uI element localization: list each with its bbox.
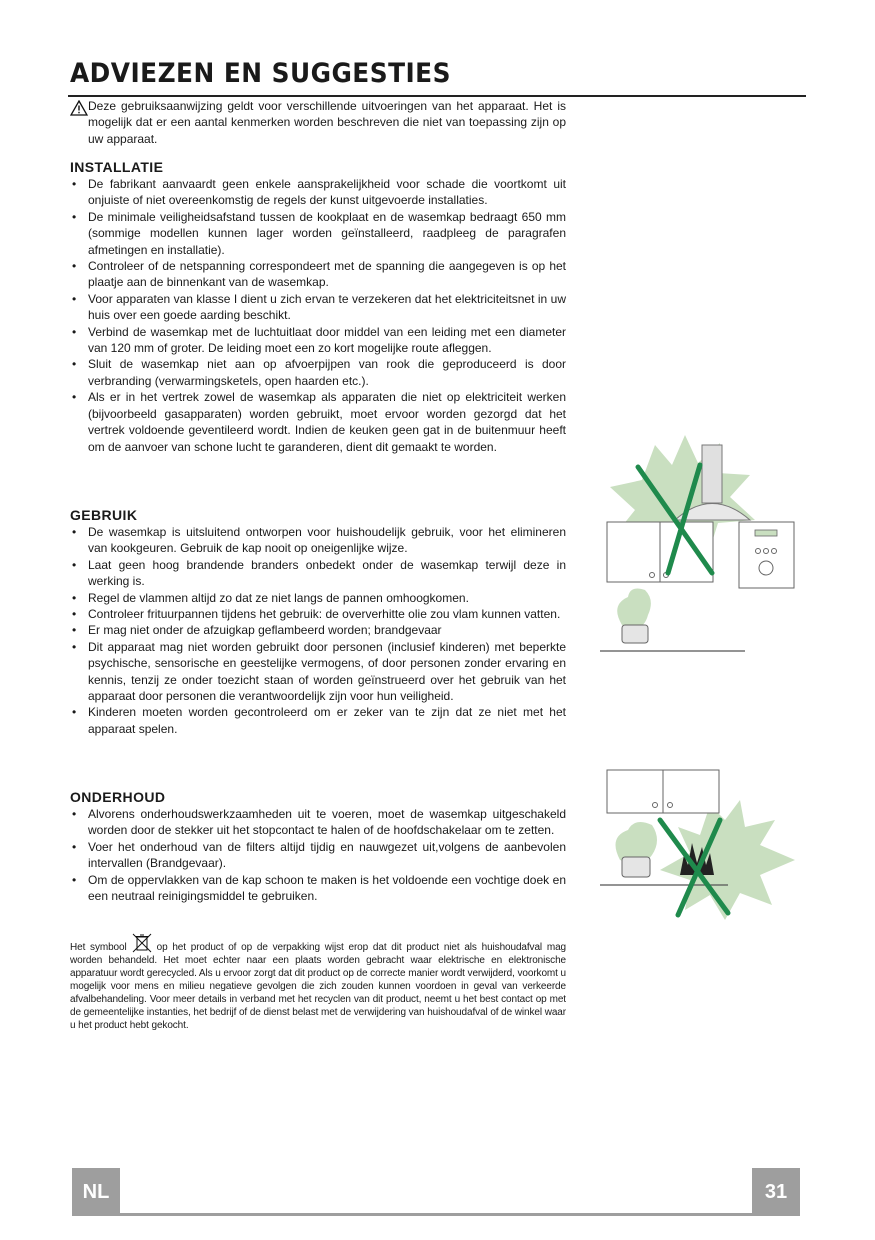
list-item: • Dit apparaat mag niet worden gebruikt door personen (inclusief kinderen) met beperkte psychische, sensorische en geestelijke vermogens, of door personen zonder ervaring en kennis, tenzij ze onder toezicht staan of worden geïnstrueerd over het gebruik van het apparaat door personen die verantwoordelijk zijn voor hun veiligheid. — [70, 639, 566, 705]
list-item: • Controleer frituurpannen tijdens het gebruik: de oververhitte olie zou vlam kunnen vatten. — [70, 606, 566, 622]
pot — [622, 625, 648, 643]
weee-text-after: op het product of op de verpakking wijst erop dat dit product niet als huishoudafval mag worden behandeld. Het moet echter naar een plaats worden gebracht waar elektrische en elektronische apparatuur wordt gerecycled. Als u ervoor zorgt dat dit product op de correcte manier wordt verwijderd, voorkomt u mogelijk voor mens en milieu negatieve gevolgen die zich zouden kunnen voordoen in geval van verkeerde afvalbehandeling. Voor meer details in verband met het recyclen van dit product, neemt u het best contact op met de gemeentelijke instanties, het bedrijf of de dienst belast met de verwijdering van huishoudafval of de winkel waar u het product hebt gekocht. — [70, 942, 566, 1031]
oven-unit-illustration — [738, 518, 798, 590]
heading-installatie: INSTALLATIE — [70, 159, 164, 175]
pot — [622, 857, 650, 877]
list-item: • De fabrikant aanvaardt geen enkele aansprakelijkheid voor schade die voortkomt uit onjuiste of niet overeenkomstig de regels der kunst uitgevoerde installaties. — [70, 176, 566, 209]
section-installatie — [70, 159, 566, 455]
page-number: 31 — [752, 1168, 800, 1216]
weee-text — [70, 932, 566, 1032]
splash-shape — [660, 800, 795, 920]
weee-text-before: Het symbool — [70, 942, 127, 953]
list-item: • De minimale veiligheidsafstand tussen de kookplaat en de wasemkap bedraagt 650 mm (sommige modellen kunnen lager worden geïnstalleerd, raadpleeg de paragrafen afmetingen en installatie). — [70, 209, 566, 258]
section-gebruik — [70, 507, 566, 737]
heading-gebruik: GEBRUIK — [70, 507, 138, 523]
list-item: • Laat geen hoog brandende branders onbedekt onder de wasemkap terwijl deze in werking is. — [70, 557, 566, 590]
installation-warning-illustration — [600, 425, 760, 660]
heading-onderhoud: ONDERHOUD — [70, 789, 166, 805]
list-item: • De wasemkap is uitsluitend ontworpen voor huishoudelijk gebruik, voor het elimineren van kookgeuren. Gebruik de kap nooit op oneigenlijke wijze. — [70, 524, 566, 557]
list-item: • Om de oppervlakken van de kap schoon te maken is het voldoende een vochtige doek en een neutraal reinigingsmiddel te gebruiken. — [70, 872, 566, 905]
language-badge: NL — [72, 1168, 120, 1216]
list-item: • Voer het onderhoud van de filters altijd tijdig en nauwgezet uit,volgens de aanbevolen intervallen (Brandgevaar). — [70, 839, 566, 872]
list-item: • Kinderen moeten worden gecontroleerd om er zeker van te zijn dat ze niet met het apparaat spelen. — [70, 704, 566, 737]
footer-bar — [72, 1213, 799, 1216]
list-item: • Sluit de wasemkap niet aan op afvoerpijpen van rook die geproduceerd is door verbranding (verwarmingsketels, open haarden etc.). — [70, 356, 566, 389]
intro-body: Deze gebruiksaanwijzing geldt voor verschillende uitvoeringen van het apparaat. Het is mogelijk dat er een aantal kenmerken worden beschreven die niet van toepassing zijn op uw apparaat. — [88, 99, 566, 146]
list-item: • Voor apparaten van klasse I dient u zich ervan te verzekeren dat het elektriciteitsnet in uw huis over een goede aarding beschikt. — [70, 291, 566, 324]
section-onderhoud — [70, 789, 566, 904]
steam-cloud — [617, 589, 651, 630]
installatie-list — [70, 176, 566, 455]
title-rule — [68, 95, 806, 97]
warning-triangle-icon — [70, 100, 88, 116]
list-item: • Als er in het vertrek zowel de wasemkap als apparaten die niet op elektriciteit werken (bijvoorbeeld gasapparaten) worden gebruikt, moet ervoor worden gezorgd dat het vertrek voldoende geventileerd wordt. Indien de keuken geen gat in de buitenmuur heeft om de aanvoer van schone lucht te garanderen, dient dit gemaakt te worden. — [70, 389, 566, 455]
crossed-bin-icon — [131, 932, 153, 954]
hood-chimney — [702, 445, 722, 503]
gebruik-list — [70, 524, 566, 737]
list-item: • Controleer of de netspanning correspondeert met de spanning die aangegeven is op het plaatje aan de binnenkant van de wasemkap. — [70, 258, 566, 291]
list-item: • Er mag niet onder de afzuigkap geflambeerd worden; brandgevaar — [70, 622, 566, 638]
list-item: • Regel de vlammen altijd zo dat ze niet langs de pannen omhoogkomen. — [70, 590, 566, 606]
page-title: ADVIEZEN EN SUGGESTIES — [70, 58, 451, 89]
weee-notice — [70, 932, 566, 1032]
list-item: • Verbind de wasemkap met de luchtuitlaat door middel van een leiding met een diameter van 120 mm of groter. De leiding moet een zo kort mogelijke route afleggen. — [70, 324, 566, 357]
intro-text — [70, 98, 566, 147]
onderhoud-list — [70, 806, 566, 904]
flambe-warning-illustration — [600, 765, 800, 925]
list-item: • Alvorens onderhoudswerkzaamheden uit te voeren, moet de wasemkap uitgeschakeld worden door de stekker uit het stopcontact te halen of de hoofdschakelaar om te zetten. — [70, 806, 566, 839]
intro-section — [70, 98, 566, 147]
